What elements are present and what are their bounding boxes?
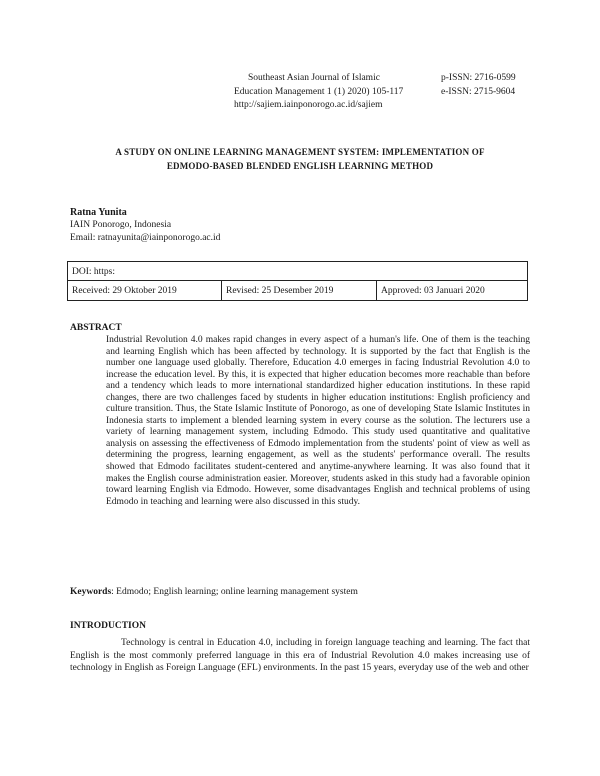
author-email[interactable]: Email: ratnayunita@iainponorogo.ac.id xyxy=(70,233,221,243)
abstract-body xyxy=(106,335,530,508)
author-affiliation: IAIN Ponorogo, Indonesia xyxy=(70,220,172,230)
paper-title-line2: EDMODO-BASED BLENDED ENGLISH LEARNING METHOD xyxy=(166,161,434,171)
received-date: Received: 29 Oktober 2019 xyxy=(72,286,177,296)
p-issn: p-ISSN: 2716-0599 xyxy=(441,73,516,83)
abstract-text: Industrial Revolution 4.0 makes rapid changes in every aspect of a human's life. One of them is the teaching and learning English which has been affected by technology. It is supported by the fact that English is the number one language used globally. Therefore, Education 4.0 emerges in facing Industrial Revolution 4.0 to increase the education level. By this, it is expected that higher education becomes more reachable than before and a tendency which leads to more international standardized higher education institutions. In these rapid changes, there are two challenges faced by students in higher education institutions: English proficiency and culture transition. Thus, the State Islamic Institute of Ponorogo, as one of developing State Islamic Institutes in Indonesia starts to implement a blended learning system in every course as the solution. The lecturers use a variety of learning management system, including Edmodo. This study used quantitative and qualitative analysis on assessing the effectiveness of Edmodo implementation from the students' point of view as well as determining the progress, learning engagement, as well as the students' performance overall. The results showed that Edmodo facilitates student-centered and anytime-anywhere learning. It was also found that it makes the English course administration easier. Moreover, students asked in this study had a favorable opinion toward learning English via Edmodo. However, some disadvantages English and technical problems of using Edmodo in teaching and learning were also discussed in this study. xyxy=(106,335,530,507)
revised-date: Revised: 25 Desember 2019 xyxy=(226,286,334,296)
paper-title-line1: A STUDY ON ONLINE LEARNING MANAGEMENT SYSTEM: IMPLEMENTATION OF xyxy=(115,147,485,157)
journal-name-line1: Southeast Asian Journal of Islamic xyxy=(248,73,380,83)
received-cell xyxy=(68,281,221,301)
journal-url[interactable]: http://sajiem.iainponorogo.ac.id/sajiem xyxy=(234,100,383,110)
keywords-line xyxy=(70,587,358,597)
journal-name-line2: Education Management 1 (1) 2020) 105-117 xyxy=(234,87,404,97)
introduction-body xyxy=(70,637,530,675)
revised-cell xyxy=(222,281,376,301)
approved-date: Approved: 03 Januari 2020 xyxy=(381,286,485,296)
approved-cell xyxy=(377,281,527,301)
author-name: Ratna Yunita xyxy=(70,207,127,218)
keywords-label: Keywords xyxy=(70,587,112,597)
doi-row xyxy=(68,262,527,281)
introduction-heading: INTRODUCTION xyxy=(70,621,147,631)
doi-table xyxy=(67,261,528,301)
introduction-text: Technology is central in Education 4.0, including in foreign language teaching and learning. The fact that English is the most commonly preferred language in this era of Industrial Revolution 4.0 makes increasing use of technology in English as Foreign Language (EFL) environments. In the past 15 years, everyday use of the web and other xyxy=(70,638,530,673)
keywords-text: : Edmodo; English learning; online learning management system xyxy=(111,587,358,597)
e-issn: e-ISSN: 2715-9604 xyxy=(441,87,516,97)
doi-text[interactable]: DOI: https: xyxy=(72,267,116,277)
abstract-heading: ABSTRACT xyxy=(70,323,122,333)
